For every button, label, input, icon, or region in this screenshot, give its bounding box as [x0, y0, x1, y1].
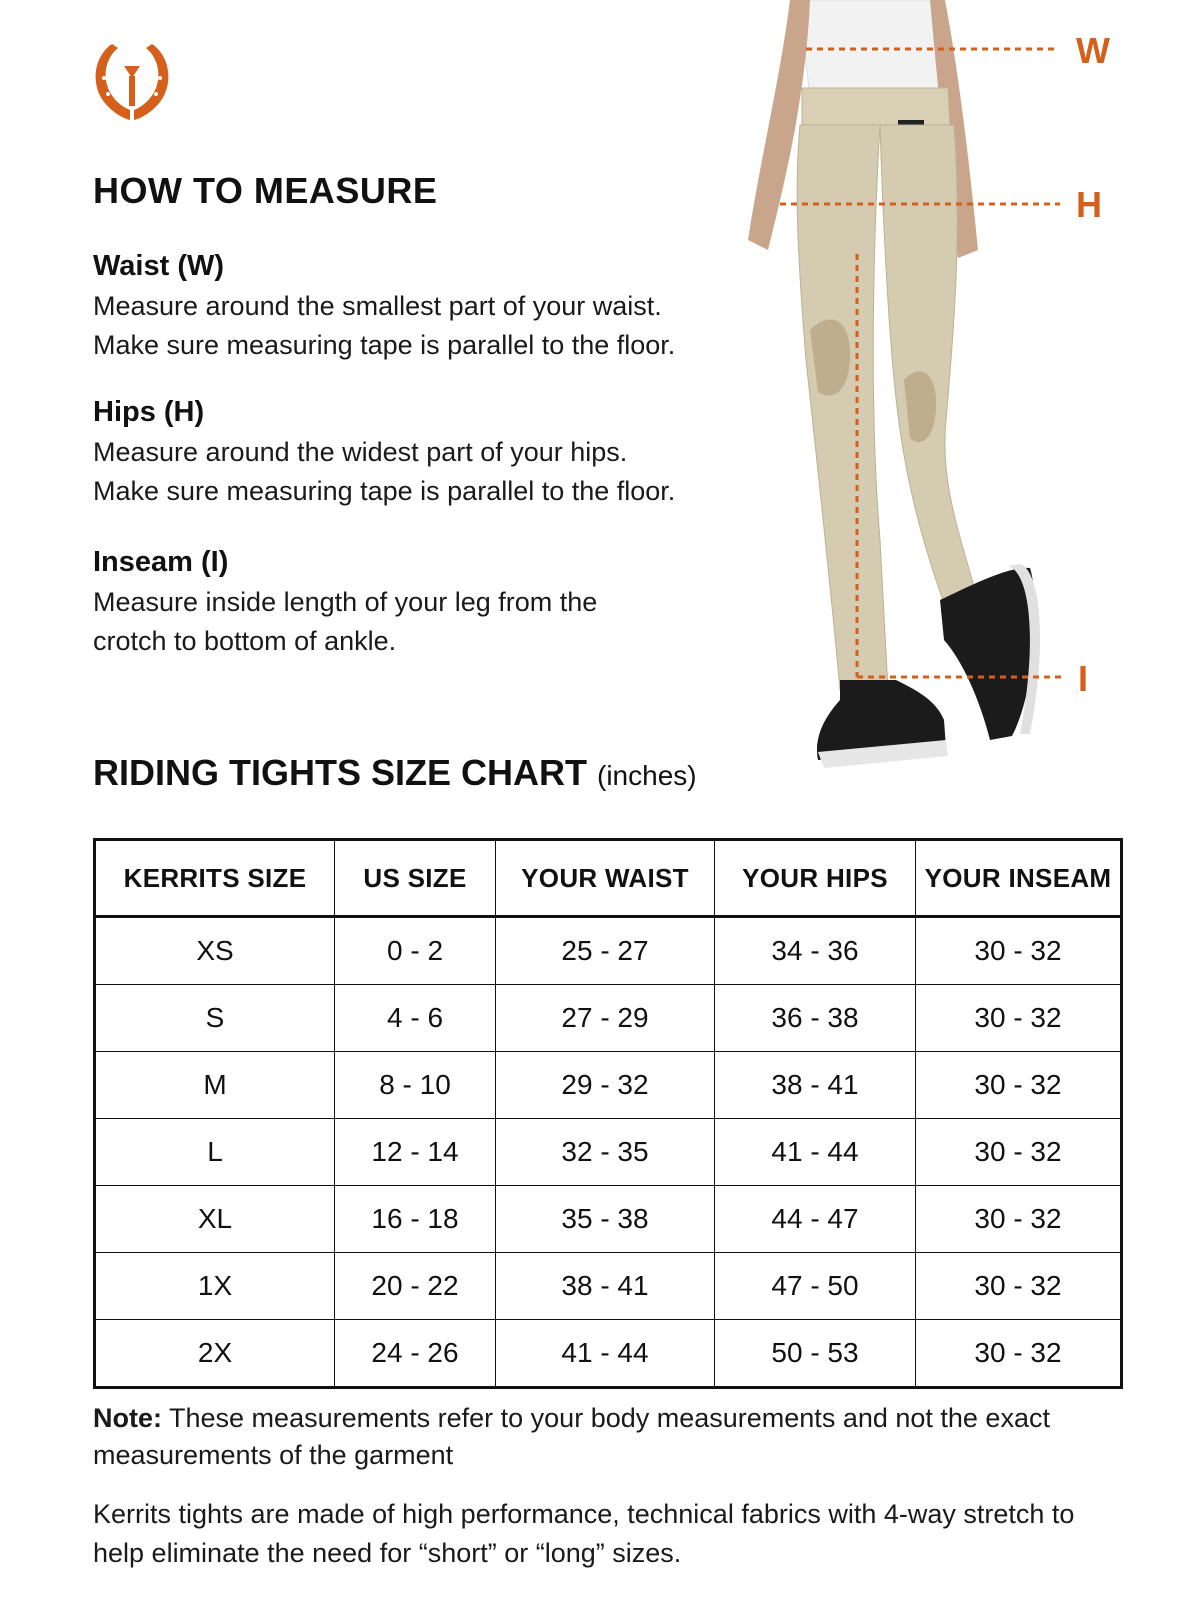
- cell-kerrits-size: M: [95, 1052, 335, 1119]
- waist-line-2: Make sure measuring tape is parallel to the floor.: [93, 330, 676, 360]
- waist-section: [93, 250, 733, 365]
- inseam-heading: Inseam (I): [93, 546, 229, 578]
- cell-inseam: 30 - 32: [916, 1320, 1122, 1388]
- waist-marker: W: [1076, 30, 1110, 71]
- table-row: [95, 1052, 1122, 1119]
- cell-hips: 38 - 41: [715, 1052, 916, 1119]
- size-chart-unit: (inches): [597, 760, 697, 791]
- cell-inseam: 30 - 32: [916, 985, 1122, 1052]
- cell-hips: 44 - 47: [715, 1186, 916, 1253]
- cell-inseam: 30 - 32: [916, 1119, 1122, 1186]
- horseshoe-logo-icon: [90, 38, 174, 122]
- table-row: [95, 1320, 1122, 1388]
- hips-marker: H: [1076, 184, 1102, 225]
- cell-inseam: 30 - 32: [916, 917, 1122, 985]
- cell-kerrits-size: 1X: [95, 1253, 335, 1320]
- header-kerrits-size: KERRITS SIZE: [95, 840, 335, 917]
- inseam-marker: I: [1078, 658, 1089, 699]
- waist-line-1: Measure around the smallest part of your waist.: [93, 291, 662, 321]
- size-chart-table: [93, 838, 1123, 1389]
- table-row: [95, 917, 1122, 985]
- cell-us-size: 0 - 2: [335, 917, 496, 985]
- inseam-section: [93, 546, 733, 661]
- cell-kerrits-size: S: [95, 985, 335, 1052]
- table-row: [95, 1186, 1122, 1253]
- header-your-inseam: YOUR INSEAM: [916, 840, 1122, 917]
- cell-us-size: 20 - 22: [335, 1253, 496, 1320]
- cell-us-size: 8 - 10: [335, 1052, 496, 1119]
- cell-kerrits-size: XS: [95, 917, 335, 985]
- table-row: [95, 985, 1122, 1052]
- cell-waist: 27 - 29: [496, 985, 715, 1052]
- table-header-row: [95, 840, 1122, 917]
- cell-inseam: 30 - 32: [916, 1186, 1122, 1253]
- cell-waist: 35 - 38: [496, 1186, 715, 1253]
- size-chart-title-text: RIDING TIGHTS SIZE CHART: [93, 752, 587, 793]
- note-paragraph: [93, 1400, 1123, 1474]
- cell-hips: 36 - 38: [715, 985, 916, 1052]
- cell-waist: 25 - 27: [496, 917, 715, 985]
- cell-inseam: 30 - 32: [916, 1052, 1122, 1119]
- note-text: These measurements refer to your body measurements and not the exact measurements of the garment: [93, 1403, 1050, 1470]
- inseam-line-1: Measure inside length of your leg from the: [93, 587, 598, 617]
- cell-waist: 41 - 44: [496, 1320, 715, 1388]
- cell-hips: 34 - 36: [715, 917, 916, 985]
- tights-measurement-figure: [740, 0, 1200, 800]
- hips-line-1: Measure around the widest part of your hips.: [93, 437, 628, 467]
- stretch-paragraph: Kerrits tights are made of high performance, technical fabrics with 4-way stretch to help eliminate the need for “short” or “long” sizes.: [93, 1499, 1075, 1568]
- inseam-line-2: crotch to bottom of ankle.: [93, 626, 397, 656]
- cell-hips: 50 - 53: [715, 1320, 916, 1388]
- cell-us-size: 24 - 26: [335, 1320, 496, 1388]
- cell-us-size: 4 - 6: [335, 985, 496, 1052]
- hips-section: [93, 396, 733, 511]
- hips-heading: Hips (H): [93, 396, 205, 428]
- cell-waist: 32 - 35: [496, 1119, 715, 1186]
- cell-waist: 38 - 41: [496, 1253, 715, 1320]
- how-to-measure-title: HOW TO MEASURE: [93, 170, 438, 211]
- table-row: [95, 1119, 1122, 1186]
- cell-kerrits-size: L: [95, 1119, 335, 1186]
- cell-hips: 47 - 50: [715, 1253, 916, 1320]
- header-your-hips: YOUR HIPS: [715, 840, 916, 917]
- header-us-size: US SIZE: [335, 840, 496, 917]
- header-your-waist: YOUR WAIST: [496, 840, 715, 917]
- size-chart-title: [93, 752, 697, 794]
- cell-inseam: 30 - 32: [916, 1253, 1122, 1320]
- hips-line-2: Make sure measuring tape is parallel to the floor.: [93, 476, 676, 506]
- tights-illustration: [748, 0, 1040, 768]
- cell-us-size: 16 - 18: [335, 1186, 496, 1253]
- waist-heading: Waist (W): [93, 250, 225, 282]
- cell-hips: 41 - 44: [715, 1119, 916, 1186]
- table-row: [95, 1253, 1122, 1320]
- cell-waist: 29 - 32: [496, 1052, 715, 1119]
- note-label: Note:: [93, 1403, 162, 1433]
- cell-kerrits-size: XL: [95, 1186, 335, 1253]
- cell-us-size: 12 - 14: [335, 1119, 496, 1186]
- cell-kerrits-size: 2X: [95, 1320, 335, 1388]
